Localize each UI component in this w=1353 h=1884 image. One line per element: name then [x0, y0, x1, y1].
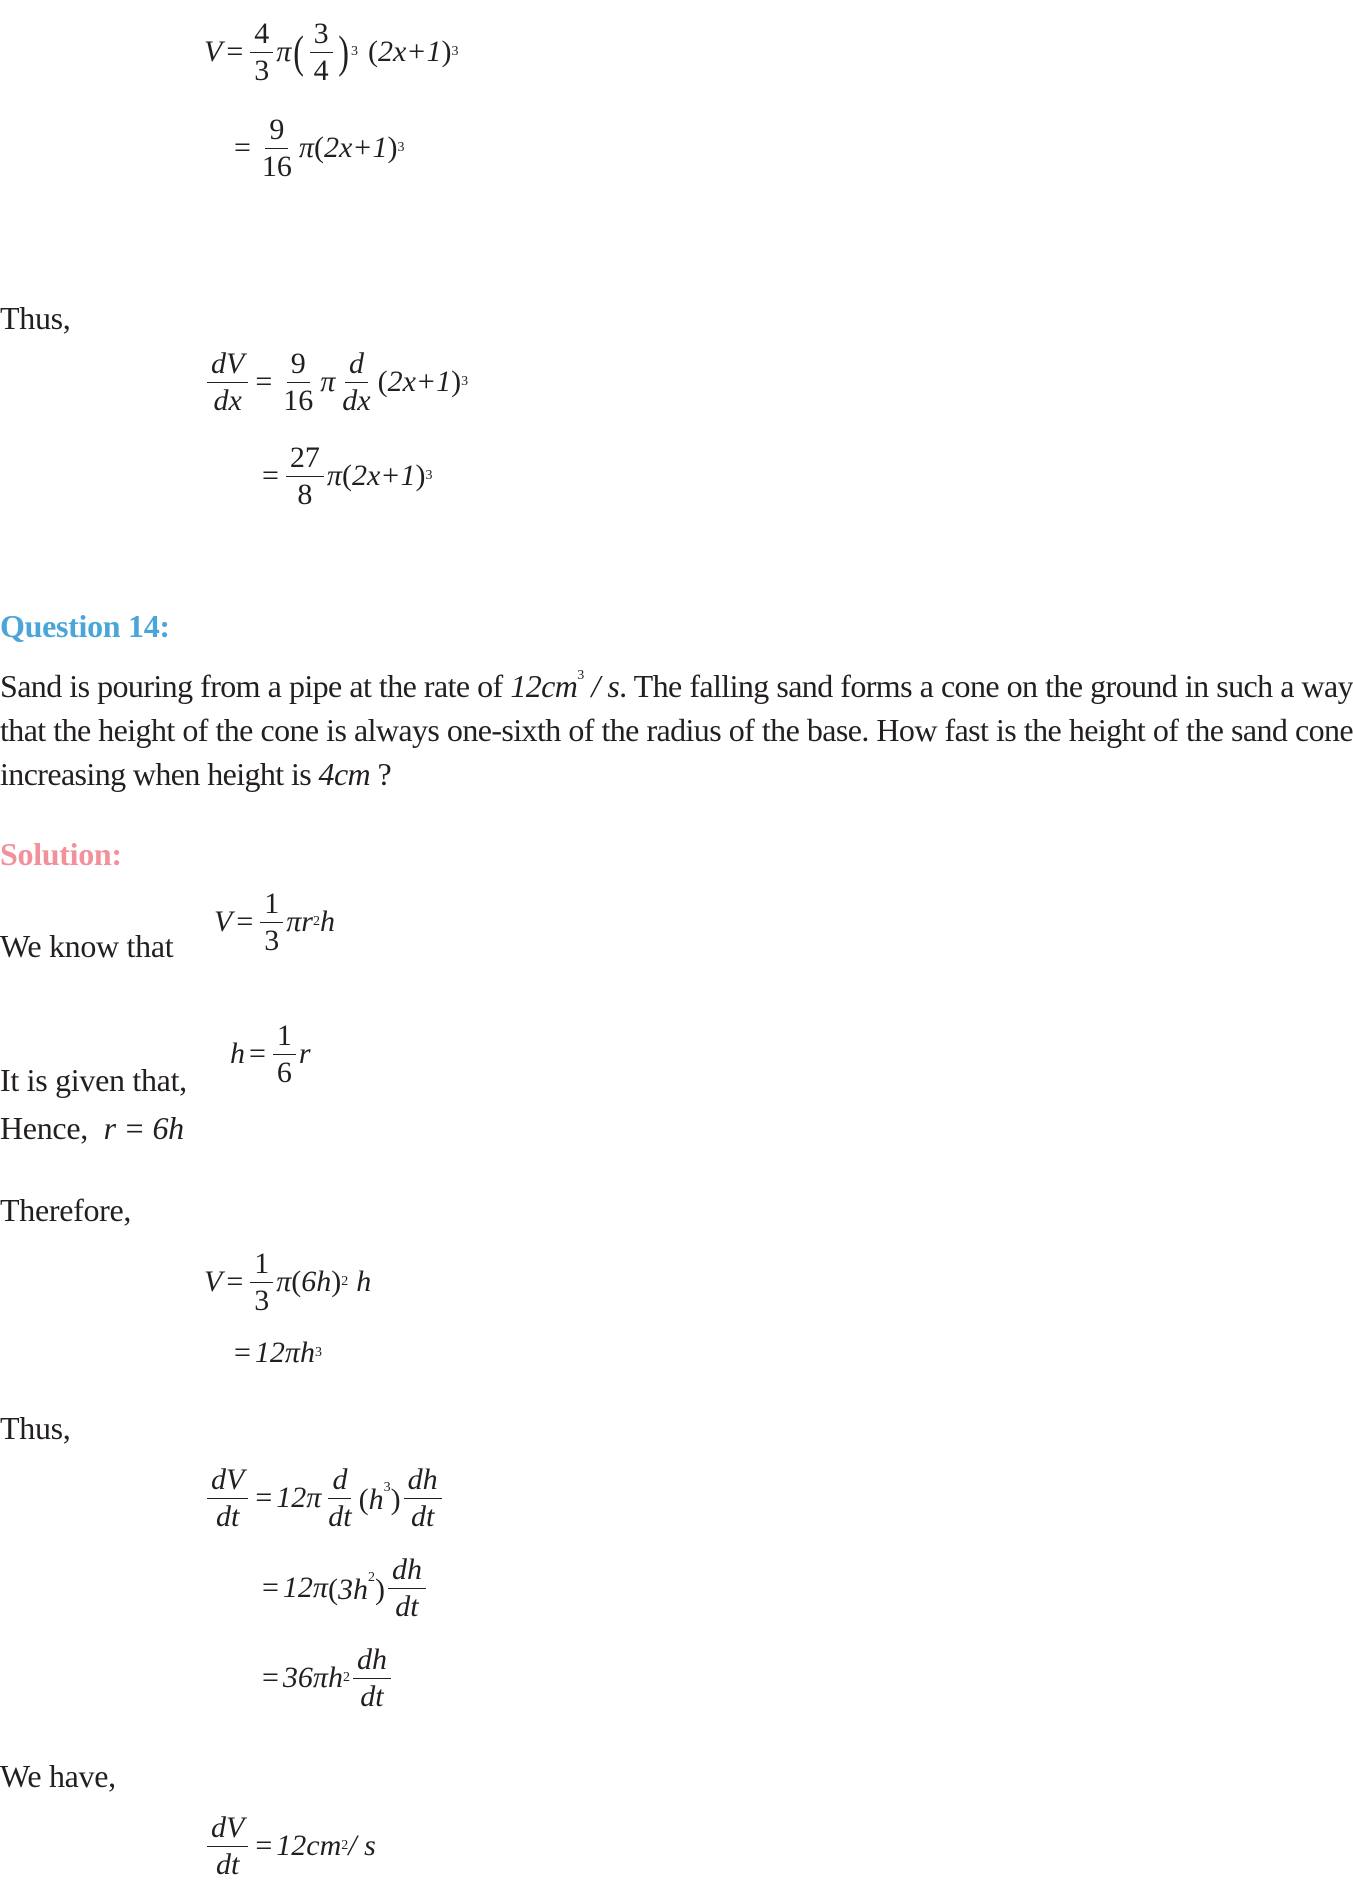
given-label: It is given that, [0, 1062, 187, 1098]
term: h [356, 1265, 372, 1298]
exponent: 3 [397, 140, 405, 155]
coefficient: 36πh [282, 1661, 343, 1694]
equation-volume-simplified [230, 114, 405, 182]
exponent: 3 [451, 44, 459, 59]
numerator: 1 [250, 1248, 273, 1283]
paren-open: ( [293, 26, 305, 77]
pi: π [326, 459, 342, 492]
numerator: dh [388, 1554, 426, 1589]
hence-label: Hence, [0, 1110, 88, 1146]
inner: h [368, 1482, 384, 1516]
numerator: dV [207, 1464, 248, 1499]
text: . The falling sand forms a cone on the ground in such a way that the height of the cone is always one-sixth of the radius of the base. How fast is the height of the sand cone increasing when height is [0, 668, 1353, 792]
fraction [207, 1464, 248, 1532]
thus-label-2: Thus, [0, 1410, 71, 1446]
numerator: dh [404, 1464, 442, 1499]
denominator: dx [342, 383, 371, 417]
fraction [250, 18, 273, 86]
denominator: dt [395, 1589, 419, 1623]
eq-sign: = [255, 1481, 273, 1514]
equation-rate [204, 1812, 376, 1880]
term: πr [286, 905, 313, 938]
eq-sign: = [249, 1037, 266, 1070]
fraction [258, 114, 296, 182]
paren-expr: $(3h^2)$ [327, 1569, 385, 1606]
eq-sign: = [255, 1829, 273, 1862]
numerator: 1 [260, 888, 283, 923]
denominator: dx [213, 383, 242, 417]
eq-sign: = [234, 1336, 251, 1369]
rate-unit: / s [583, 668, 620, 704]
eq-sign: = [262, 1661, 279, 1694]
exponent: 2 [367, 1569, 375, 1585]
eq-sign: = [236, 905, 254, 938]
eq-sign: = [262, 459, 279, 492]
denominator: dt [215, 1847, 240, 1881]
pi: π [320, 365, 336, 398]
fraction [353, 1644, 391, 1712]
fraction [310, 18, 333, 86]
paren-expr: (2x+1) [341, 459, 426, 492]
equation-dv-dt [204, 1464, 445, 1532]
equation-h-r [230, 1020, 311, 1088]
fraction [260, 888, 283, 956]
denominator: dt [360, 1679, 384, 1713]
equation-volume-h-simplified [230, 1336, 322, 1370]
fraction [279, 348, 317, 416]
fraction [388, 1554, 426, 1622]
denominator: 6 [276, 1055, 292, 1089]
equation-r: r = 6h [103, 1110, 184, 1146]
height-value: 4cm [318, 756, 371, 792]
denominator: dt [328, 1499, 352, 1533]
question-text [0, 654, 1353, 796]
numerator: 9 [265, 114, 288, 149]
solution-heading: Solution: [0, 836, 122, 872]
paren-expr: (2x+1) [377, 365, 462, 398]
exponent: 3 [577, 668, 584, 683]
eq-lhs: V [204, 35, 223, 68]
pi: π [276, 1265, 292, 1298]
fraction [207, 348, 248, 416]
exponent: 3 [383, 1479, 391, 1495]
inner: 2x+1 [323, 131, 388, 164]
equation-dv-dx [204, 348, 468, 416]
equation-dv-dt-3 [258, 1644, 394, 1712]
eq-lhs: V [204, 1265, 223, 1298]
exponent: 3 [425, 468, 433, 483]
numerator: d [345, 348, 368, 383]
denominator: 3 [254, 1283, 270, 1317]
inner: 6h [301, 1265, 332, 1298]
eq-lhs: V [214, 905, 233, 938]
equation-dv-dt-2 [258, 1554, 429, 1622]
eq-lhs: h [230, 1037, 245, 1070]
exponent: 2 [342, 1670, 350, 1685]
pi: π [276, 35, 292, 68]
numerator: 4 [250, 18, 273, 53]
fraction [273, 1020, 296, 1088]
numerator: 3 [310, 18, 333, 53]
fraction [250, 1248, 273, 1316]
coefficient: 12π [276, 1481, 322, 1514]
denominator: 16 [261, 149, 292, 183]
question-heading: Question 14: [0, 608, 170, 644]
numerator: 1 [273, 1020, 296, 1055]
denominator: dt [410, 1499, 435, 1533]
inner: 2x+1 [377, 35, 442, 68]
fraction [207, 1812, 248, 1880]
eq-sign: = [234, 131, 251, 164]
fraction [404, 1464, 442, 1532]
paren-expr: (6h) [291, 1265, 342, 1298]
equation-volume-in-x [204, 18, 459, 86]
exponent: 2 [312, 914, 320, 929]
fraction [286, 442, 324, 510]
eq-sign: = [226, 35, 244, 68]
exponent: 2 [341, 1274, 349, 1289]
hence-line [0, 1112, 184, 1144]
we-know-label: We know that [0, 928, 174, 964]
text: Sand is pouring from a pipe at the rate of [0, 668, 511, 704]
exponent: 3 [350, 44, 358, 59]
denominator: 16 [283, 383, 314, 417]
value: 12cm [276, 1829, 342, 1862]
coefficient: 12π [282, 1571, 328, 1604]
eq-sign: = [262, 1571, 279, 1604]
exponent: 2 [341, 1838, 349, 1853]
term: r [298, 1037, 311, 1070]
numerator: dh [353, 1644, 391, 1679]
pi: π [298, 131, 314, 164]
denominator: dt [215, 1499, 240, 1533]
denominator: 4 [313, 53, 329, 87]
equation-volume-h [204, 1248, 371, 1316]
numerator: 27 [286, 442, 324, 477]
rate: 12cm [510, 668, 578, 704]
numerator: dV [207, 348, 248, 383]
term: h [319, 905, 335, 938]
inner: 2x+1 [387, 365, 452, 398]
eq-sign: = [255, 365, 273, 398]
therefore-label: Therefore, [0, 1192, 132, 1228]
inner: 3h [337, 1572, 368, 1606]
paren-expr: $(h^3)$ [358, 1479, 401, 1516]
paren-close: ) [337, 26, 349, 77]
paren-expr: (2x+1) [313, 131, 398, 164]
inner: 2x+1 [351, 459, 416, 492]
fraction [324, 1464, 355, 1532]
exponent: 3 [461, 374, 469, 389]
thus-label: Thus, [0, 300, 71, 336]
paren-expr: (2x+1) [367, 35, 452, 68]
equation-dv-dx-simplified [258, 442, 433, 510]
fraction [338, 348, 374, 416]
numerator: dV [207, 1812, 248, 1847]
unit: / s [348, 1829, 376, 1862]
numerator: d [328, 1464, 351, 1499]
eq-sign: = [226, 1265, 244, 1298]
term: 12πh [254, 1336, 315, 1369]
we-have-label: We have, [0, 1758, 116, 1794]
text: ? [370, 756, 392, 792]
denominator: 3 [264, 923, 280, 957]
denominator: 3 [254, 53, 270, 87]
equation-cone-volume [214, 888, 335, 956]
exponent: 3 [314, 1345, 322, 1360]
numerator: 9 [287, 348, 310, 383]
denominator: 8 [297, 477, 313, 511]
